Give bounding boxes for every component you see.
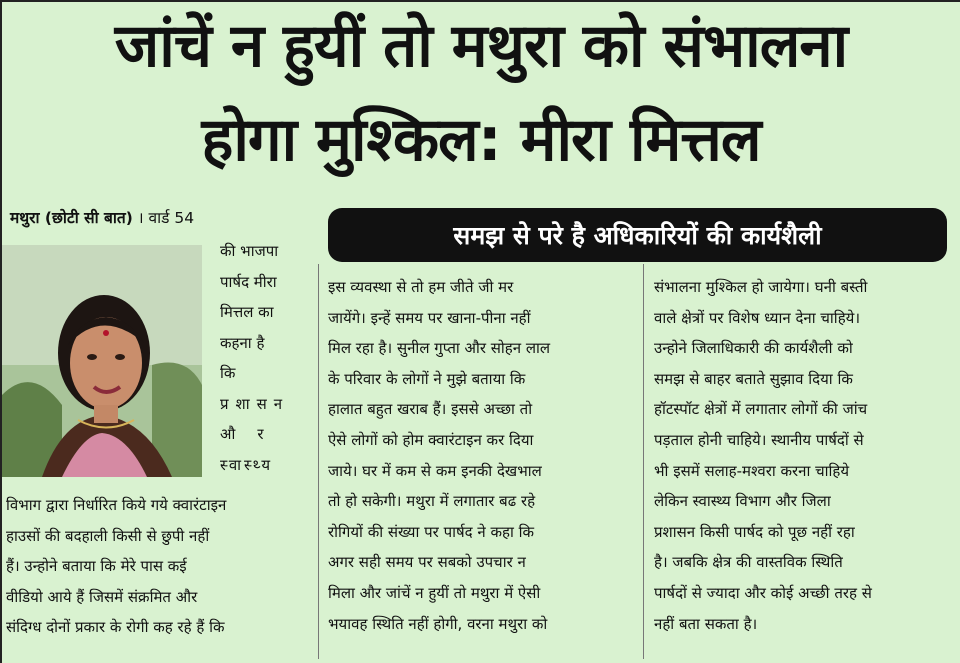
column-line: संभालना मुश्किल हो जायेगा। घनी बस्ती	[654, 278, 868, 296]
column-line: इस व्यवस्था से तो हम जीते जी मर	[328, 278, 514, 296]
narrow-line: की भाजपा	[220, 242, 279, 260]
column-line: समझ से बाहर बताते सुझाव दिया कि	[654, 369, 853, 388]
column-line: लेकिन स्वास्थ्य विभाग और जिला	[654, 492, 831, 511]
column-line: पार्षदों से ज्यादा और कोई अच्छी तरह से	[654, 583, 872, 602]
column-divider	[318, 264, 319, 659]
column-line: अगर सही समय पर सबको उपचार न	[328, 553, 526, 572]
column-line: हालात बहुत खराब हैं। इससे अच्छा तो	[328, 400, 533, 419]
column-line: हाउसों की बदहाली किसी से छुपी नहीं	[6, 526, 210, 545]
column-line: वीडियो आये हैं जिसमें संक्रमित और	[6, 587, 198, 606]
column-line: नहीं बता सकता है।	[654, 614, 758, 633]
portrait-photo-icon	[2, 245, 202, 477]
column-line: वाले क्षेत्रों पर विशेष ध्यान देना चाहिये।	[654, 308, 861, 327]
column-divider	[643, 264, 644, 659]
dateline	[10, 206, 194, 228]
column-line: मिला और जांचें न हुयीं तो मथुरा में ऐसी	[328, 583, 541, 602]
column-line: मिल रहा है। सुनील गुप्ता और सोहन लाल	[328, 339, 551, 358]
column-line: जायेंगे। इन्हें समय पर खाना-पीना नहीं	[328, 308, 531, 327]
narrow-line: कहना है	[220, 333, 265, 352]
column-line: तो हो सकेगी। मथुरा में लगातार बढ रहे	[328, 492, 536, 511]
dateline-lead: । वार्ड 54	[137, 209, 195, 227]
column-line: ऐसे लोगों को होम क्वारंटाइन कर दिया	[328, 430, 534, 449]
column-line: भी इसमें सलाह-मश्वरा करना चाहिये	[654, 461, 850, 480]
dateline-source: मथुरा (छोटी सी बात)	[10, 209, 133, 227]
article-column-1	[6, 490, 308, 643]
column-line: पड़ताल होनी चाहिये। स्थानीय पार्षदों से	[654, 430, 864, 449]
narrow-line: और	[220, 425, 286, 443]
column-line: विभाग द्वारा निर्धारित किये गये क्वारंटाइन	[6, 496, 227, 514]
column-line: प्रशासन किसी पार्षद को पूछ नहीं रहा	[654, 522, 855, 541]
article-column-3	[654, 272, 950, 639]
narrow-line: स्वास्थ्य	[220, 455, 274, 474]
column-line: भयावह स्थिति नहीं होगी, वरना मथुरा को	[328, 614, 548, 633]
narrow-column	[220, 236, 316, 480]
narrow-line: पार्षद मीरा	[220, 272, 277, 291]
headline-line-2: होगा मुश्किल: मीरा मित्तल	[201, 105, 761, 175]
column-line: रोगियों की संख्या पर पार्षद ने कहा कि	[328, 522, 535, 541]
narrow-line: कि	[220, 364, 276, 382]
column-line: उन्होने जिलाधिकारी की कार्यशैली को	[654, 339, 853, 358]
column-line: जाये। घर में कम से कम इनकी देखभाल	[328, 461, 542, 480]
column-line: संदिग्ध दोनों प्रकार के रोगी कह रहे हैं कि	[6, 618, 225, 637]
column-line: हैं। उन्होने बताया कि मेरे पास कई	[6, 557, 187, 576]
column-line: है। जबकि क्षेत्र की वास्तविक स्थिति	[654, 553, 843, 572]
narrow-line: मित्तल का	[220, 303, 274, 321]
headline-line-1: जांचें न हुयीं तो मथुरा को संभालना	[114, 11, 848, 81]
narrow-line: प्रशासन	[220, 394, 290, 413]
subheadline-banner: समझ से परे है अधिकारियों की कार्यशैली	[328, 208, 947, 262]
portrait-photo	[2, 245, 202, 477]
article-column-2	[328, 272, 632, 639]
column-line: हॉटस्पॉट क्षेत्रों में लगातार लोगों की जांच	[654, 400, 868, 419]
column-line: के परिवार के लोगों ने मुझे बताया कि	[328, 369, 526, 388]
